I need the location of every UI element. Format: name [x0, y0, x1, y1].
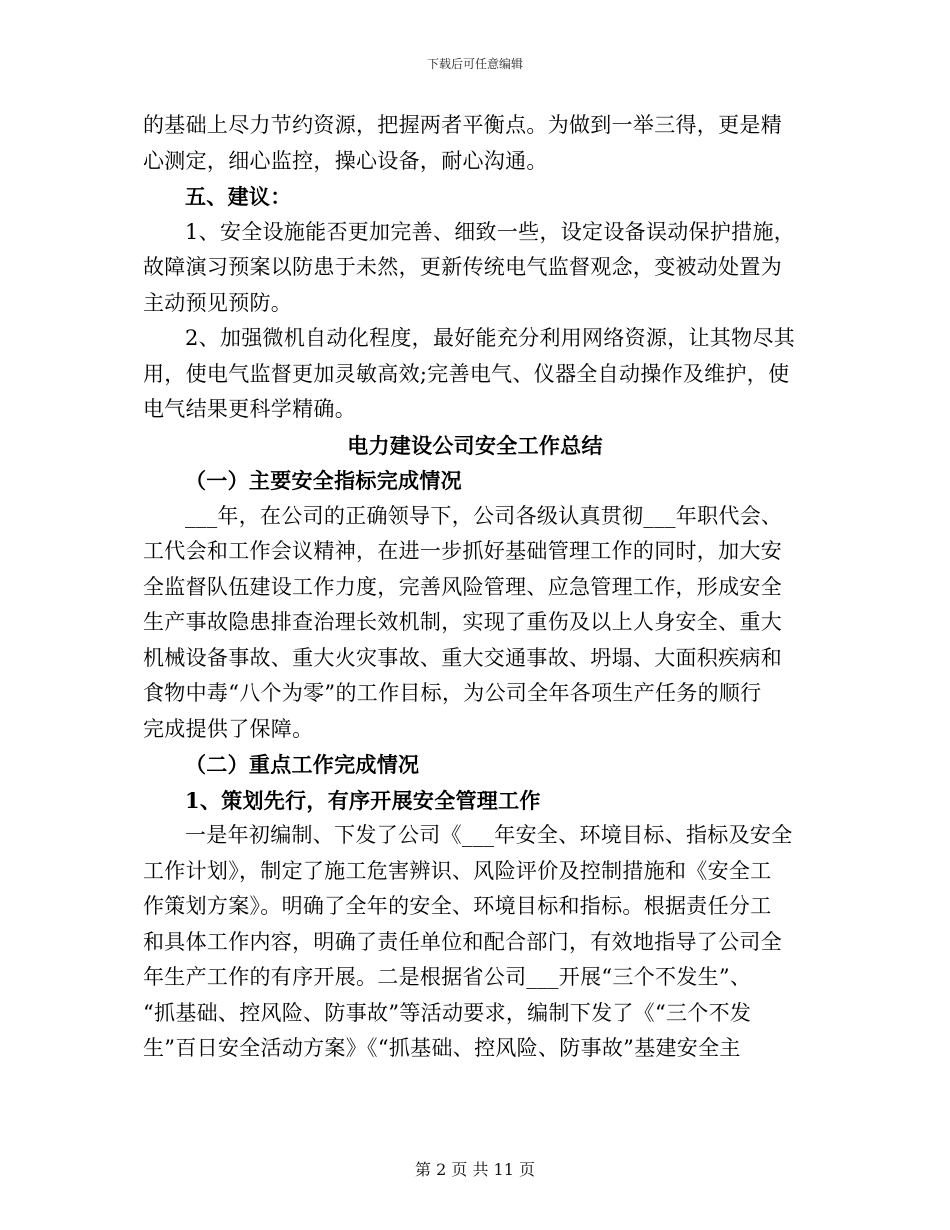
section-heading: （二）重点工作完成情况	[185, 752, 420, 777]
text-line: 作策划方案》。明确了全年的安全、环境目标和指标。根据责任分工	[143, 894, 772, 918]
text-line: 完成提供了保障。	[143, 716, 314, 741]
text-line: 工作计划》，制定了施工危害辨识、风险评价及控制措施和《安全工	[143, 858, 772, 883]
text-line: 主动预见预防。	[143, 290, 293, 315]
section-heading: 五、建议：	[185, 184, 292, 209]
text-line: 2、加强微机自动化程度，最好能充分利用网络资源，让其物尽其	[185, 326, 796, 350]
text-line: 电气结果更科学精确。	[143, 397, 356, 421]
text-line: 的基础上尽力节约资源，把握两者平衡点。为做到一举三得，更是精	[143, 113, 782, 137]
text-line: 全监督队伍建设工作力度，完善风险管理、应急管理工作，形成安全	[143, 574, 782, 599]
text-line: 食物中毒“八个为零”的工作目标，为公司全年各项生产任务的顺行	[143, 681, 762, 705]
document-title: 电力建设公司安全工作总结	[347, 432, 603, 458]
text-line: 机械设备事故、重大火灾事故、重大交通事故、坍塌、大面积疾病和	[143, 645, 782, 670]
text-line: 心测定，细心监控，操心设备，耐心沟通。	[143, 148, 548, 173]
text-line: 生”百日安全活动方案》《“抓基础、控风险、防事故”基建安全主	[143, 1036, 741, 1060]
text-line: 1、安全设施能否更加完善、细致一些，设定设备误动保护措施，	[185, 219, 796, 244]
page-header: 下载后可任意编辑	[426, 57, 523, 71]
text-line: 和具体工作内容，明确了责任单位和配合部门，有效地指导了公司全	[143, 929, 782, 954]
document-body	[143, 108, 807, 1067]
text-line: 故障演习预案以防患于未然，更新传统电气监督观念，变被动处置为	[143, 255, 782, 279]
text-line: 生产事故隐患排查治理长效机制，实现了重伤及以上人身安全、重大	[143, 610, 782, 634]
text-line: ___年，在公司的正确领导下，公司各级认真贯彻___年职代会、	[185, 503, 783, 528]
text-line: 一是年初编制、下发了公司《___年安全、环境目标、指标及安全	[185, 823, 793, 847]
page-footer: 第 2 页 共 11 页	[415, 1160, 535, 1179]
text-line: 用，使电气监督更加灵敏高效;完善电气、仪器全自动操作及维护，使	[143, 361, 790, 386]
text-line: 工代会和工作会议精神，在进一步抓好基础管理工作的同时，加大安	[143, 539, 782, 563]
text-line: 年生产工作的有序开展。二是根据省公司___开展“三个不发生”、	[143, 965, 752, 989]
text-line: “抓基础、控风险、防事故”等活动要求，编制下发了《“三个不发	[143, 1000, 752, 1025]
subsection-heading: 1、策划先行，有序开展安全管理工作	[185, 787, 541, 813]
section-heading: （一）主要安全指标完成情况	[185, 468, 462, 493]
